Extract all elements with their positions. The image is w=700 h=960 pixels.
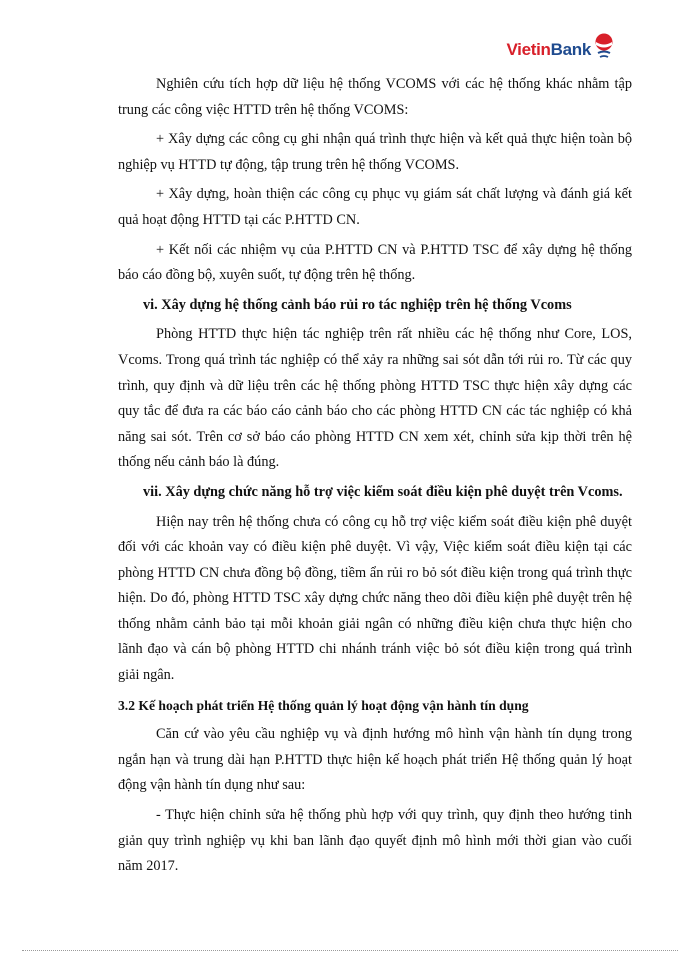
paragraph-plan-intro: Căn cứ vào yêu cầu nghiệp vụ và định hướng mô hình vận hành tín dụng trong ngắn hạn và trung dài hạn P.HTTD thực hiện kế hoạch phát triển Hệ thống quản lý hoạt động vận hành tín dụng như sau:: [118, 726, 632, 794]
heading-vi: vi. Xây dựng hệ thống cảnh báo rủi ro tác nghiệp trên hệ thống Vcoms: [143, 296, 572, 313]
logo-text-vietin: Vietin: [506, 40, 551, 59]
paragraph-approval-control: Hiện nay trên hệ thống chưa có công cụ hỗ trợ việc kiểm soát điều kiện phê duyệt đối với các khoản vay có điều kiện phê duyệt. Vì vậy, Việc kiểm soát điều kiện tại các phòng HTTD CN chưa đồng bộ đồng, tiềm ẩn rủi ro bỏ sót điều kiện trong quá trình thực hiện. Do đó, phòng HTTD TSC xây dựng chức năng theo dõi điều kiện phê duyệt trên hệ thống nhằm cảnh bảo tại mỗi khoản giải ngân có những điều kiện chưa thực hiện cho lãnh đạo và cán bộ phòng HTTD chi nhánh tránh việc bỏ sót điều kiện trong quá trình giải ngân.: [118, 513, 632, 684]
paragraph-risk-warning: Phòng HTTD thực hiện tác nghiệp trên rất nhiều các hệ thống như Core, LOS, Vcoms. Trong quá trình tác nghiệp có thể xảy ra những sai sót dẫn tới rủi ro. Từ các quy trình, quy định và dữ liệu trên các hệ thống phòng HTTD TSC thực hiện xây dựng các quy tắc để đưa ra các báo cáo cảnh báo cho các phòng HTTD CN các tác nghiệp có khả năng sai sót. Trên cơ sở báo cáo phòng HTTD CN xem xét, chỉnh sửa kịp thời trên hệ thống nếu cảnh báo là đúng.: [118, 326, 632, 471]
vietinbank-logo: [506, 40, 616, 60]
logo-mark-icon: [592, 32, 616, 60]
logo-text-bank: Bank: [550, 40, 591, 59]
bullet-system-adjust: - Thực hiện chỉnh sửa hệ thống phù hợp với quy trình, quy định theo hướng tinh giản quy trình nghiệp vụ khi ban lãnh đạo quyết định mô hình mới thời gian vào cuối năm 2017.: [118, 807, 632, 875]
heading-vii: vii. Xây dựng chức năng hỗ trợ việc kiểm soát điều kiện phê duyệt trên Vcoms.: [143, 483, 623, 500]
logo-wordmark: [506, 40, 591, 60]
section-heading-3-2: 3.2 Kế hoạch phát triển Hệ thống quản lý hoạt động vận hành tín dụng: [118, 697, 529, 713]
paragraph-vcoms-integration: Nghiên cứu tích hợp dữ liệu hệ thống VCOMS với các hệ thống khác nhằm tập trung các công việc HTTD trên hệ thống VCOMS:: [118, 76, 632, 118]
page-footer-divider: [22, 950, 678, 951]
document-body: [118, 72, 632, 884]
bullet-connect-tasks: + Kết nối các nhiệm vụ của P.HTTD CN và P.HTTD TSC để xây dựng hệ thống báo cáo đồng bộ, xuyên suốt, tự động trên hệ thống.: [118, 241, 632, 284]
bullet-build-tools: + Xây dựng các công cụ ghi nhận quá trình thực hiện và kết quả thực hiện toàn bộ nghiệp vụ HTTD tự động, tập trung trên hệ thống VCOMS.: [118, 131, 632, 173]
bullet-monitoring-tools: + Xây dựng, hoàn thiện các công cụ phục vụ giám sát chất lượng và đánh giá kết quả hoạt động HTTD tại các P.HTTD CN.: [118, 186, 632, 228]
